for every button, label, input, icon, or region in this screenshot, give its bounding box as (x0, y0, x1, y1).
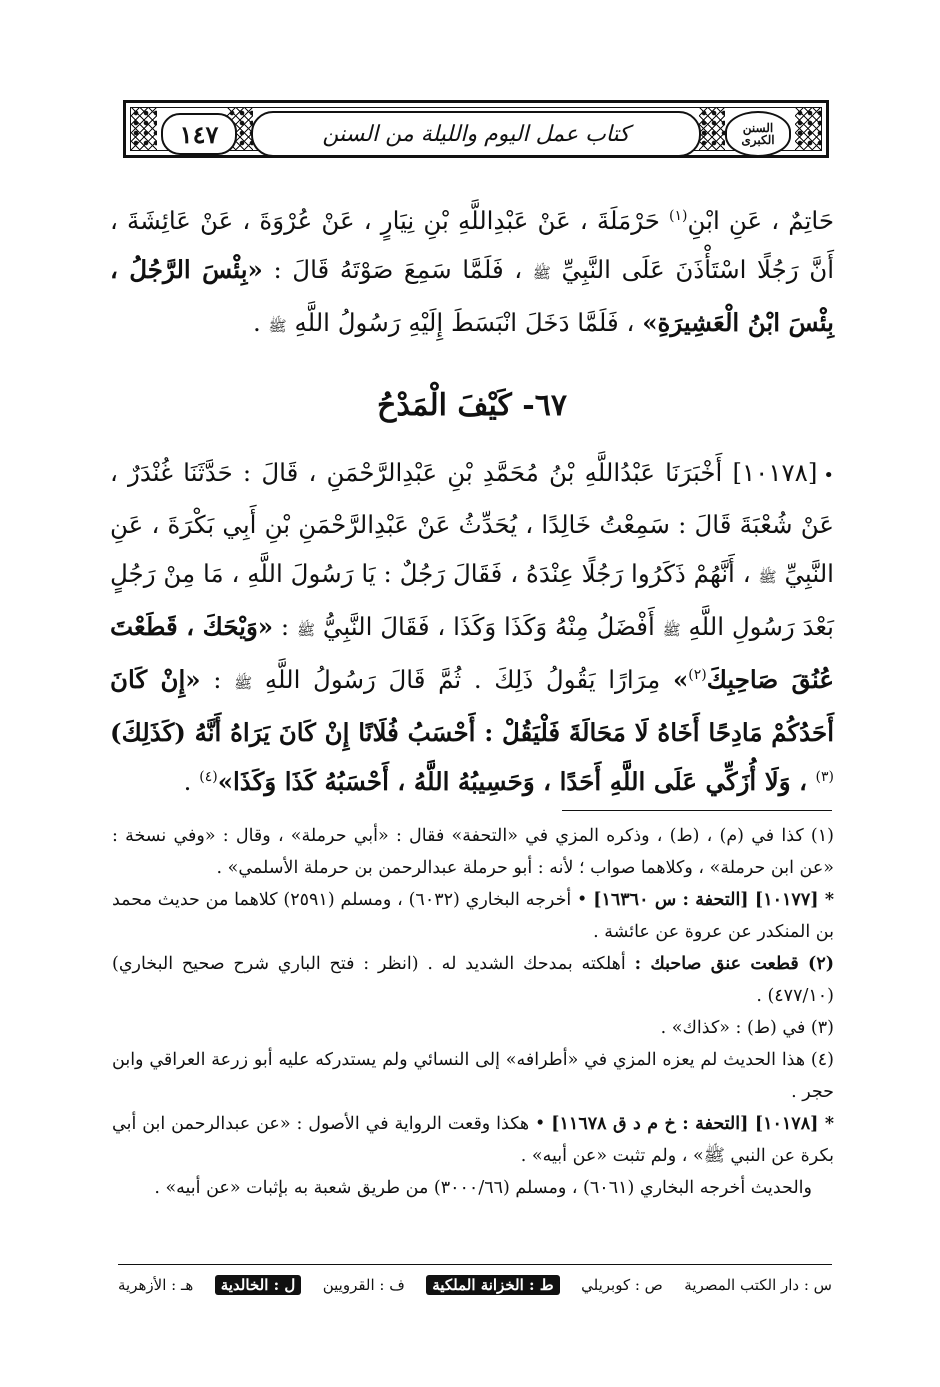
text-run: ، فَلَمَّا سَمِعَ صَوْتَهُ قَالَ : (262, 255, 533, 284)
legend-sin: س : دار الكتب المصرية (684, 1276, 832, 1294)
pbuh-glyph: ﷺ (234, 674, 253, 692)
footnote-ref: (٢) (688, 666, 707, 683)
hadith-quote: ، وَلَا أُزَكِّي عَلَى اللَّهِ أَحَدًا ، وَحَسِيبُهُ اللَّهُ ، أَحْسَبُهُ كَذَا وَكَذَا» (217, 767, 816, 796)
legend-lam: ل : الخالدية (215, 1275, 302, 1295)
text-run: . (183, 767, 200, 796)
legend-fa: ف : القرويين (322, 1276, 405, 1294)
footnote-divider (562, 810, 832, 811)
gloss-term: (٢) قطعت عنق صاحبك : (634, 954, 834, 974)
footnote-ref: (٣) (815, 768, 834, 785)
page-number: ١٤٧ (161, 113, 237, 155)
ornament-right (795, 108, 821, 150)
banner-frame (130, 107, 822, 151)
text-run: [١٠١٧٨] أَخْبَرَنَا عَبْدُاللَّهِ بْنُ مُحَمَّدِ بْنِ عَبْدِالرَّحْمَنِ ، قَالَ : حَدَّثَنَا غُنْدَرٌ ، عَنْ شُعْبَةَ قَالَ : سَمِعْتُ خَالِدًا ، يُحَدِّثُ عَنْ عَبْدِالرَّحْمَنِ بْنِ أَبِي بَكْرَةَ ، عَنِ النَّبِيِّ (110, 458, 834, 588)
footnote-2 (112, 948, 834, 1012)
text-run: . (252, 308, 269, 337)
book-title: كتاب عمل اليوم والليلة من السنن (251, 111, 701, 157)
footnote-1: (١) كذا في (م) ، (ط) ، وذكره المزي في «التحفة» فقال : «أبي حرملة» ، وقال : «وفي نسخة : «عن ابن حرملة» ، وكلاهما صواب ؛ لأنه : أبو حرملة عبدالرحمن بن حرملة الأسلمي» . (112, 826, 834, 878)
ornament-left (131, 108, 157, 150)
hadith-quote: «بِئْسَ الرَّجُلُ ، بِئْسَ ابْنُ الْعَشِيرَةِ» (110, 255, 834, 337)
manuscript-legend (118, 1270, 832, 1300)
gloss-text: أهلكته بمدحك الشديد له . (انظر : فتح الباري شرح صحيح البخاري) (٤٧٧/١٠) . (112, 954, 834, 1006)
text-run: : (200, 665, 235, 694)
book-seal: السنن الكبرى (725, 111, 791, 157)
footnote-ref: (٤) (199, 768, 218, 785)
text-run: مِرَارًا يَقُولُ ذَلِكَ . ثُمَّ قَالَ رَسُولُ اللَّهِ (264, 665, 673, 694)
hadith-paragraph (110, 448, 834, 808)
legend-sad: ص : كوبريلي (581, 1276, 663, 1294)
pbuh-glyph: ﷺ (662, 621, 681, 639)
text-run: ، فَلَمَّا دَخَلَ انْبَسَطَ إِلَيْهِ رَسُولُ اللَّهِ (294, 308, 643, 337)
legend-ta: ط : الخزانة الملكية (426, 1275, 559, 1295)
source-ref: * [١٠١٧٧] [التحفة : س ١٦٣٦٠] (593, 890, 834, 910)
hadith-quote: «وَيْحَكَ ، قَطَعْتَ عُنُقَ صَاحِبِكَ (110, 612, 834, 694)
text-run: : (273, 612, 297, 641)
header-banner (123, 100, 829, 158)
pbuh-glyph: ﷺ (296, 621, 316, 639)
footnote-3: (٣) في (ط) : «كذاك» . (660, 1018, 834, 1038)
pbuh-glyph: ﷺ (532, 264, 551, 282)
paragraph-continuation (110, 196, 834, 346)
pbuh-glyph: ﷺ (758, 568, 777, 586)
text-run: ، أَنَّهُمْ ذَكَرُوا رَجُلًا عِنْدَهُ ، فَقَالَ رَجُلٌ : يَا رَسُولَ اللَّهِ ، مَا مِنْ رَجُلٍ بَعْدَ رَسُولِ اللَّهِ (110, 559, 834, 641)
hadith-quote-end: » (672, 665, 689, 694)
legend-ha: هـ : الأزهرية (118, 1276, 194, 1294)
pbuh-glyph: ﷺ (268, 317, 287, 335)
bullet-icon: • (823, 465, 834, 486)
text-run: حَاتِمٌ ، عَنِ ابْنِ (687, 206, 834, 235)
source-text: • هكذا وقعت الرواية في الأصول : «عن عبدالرحمن ابن أبي بكرة عن النبي ﷺ» ، ولم تثبت «عن أبيه» . (112, 1114, 834, 1166)
source-note-10177 (112, 884, 834, 948)
source-note-10178 (112, 1108, 834, 1172)
legend-divider (118, 1264, 832, 1265)
text-run: حَرْمَلَةَ ، عَنْ عَبْدِاللَّهِ بْنِ نِيَارٍ ، عَنْ عُرْوَةَ ، عَنْ عَائِشَةَ ، أَنَّ رَجُلًا اسْتَأْذَنَ عَلَى النَّبِيِّ (110, 206, 835, 284)
footnotes (112, 820, 834, 1204)
footnote-4: (٤) هذا الحديث لم يعزه المزي في «أطرافه» إلى النسائي ولم يستدركه عليه أبو زرعة العراقي وابن حجر . (112, 1050, 834, 1102)
text-run: أَفْضَلُ مِنْهُ وَكَذَا وَكَذَا ، فَقَالَ النَّبِيُّ (322, 612, 663, 641)
section-heading: ٦٧- كَيْفَ الْمَدْحُ (377, 388, 567, 423)
hadith-quote: «إِنْ كَانَ أَحَدُكُمْ مَادِحًا أَخَاهُ لَا مَحَالَةَ فَلْيَقُلْ : أَحْسَبُ فُلَانًا إِنْ كَانَ يَرَاهُ أَنَّهُ (كَذَلِكَ) (110, 665, 834, 747)
footnote-ref: (١) (669, 207, 688, 224)
source-text: • أخرجه البخاري (٦٠٣٢) ، ومسلم (٢٥٩١) كلاهما من حديث محمد بن المنكدر عن عروة عن عائشة . (112, 890, 834, 942)
ornament-right-inner (699, 108, 725, 150)
source-ref: * [١٠١٧٨] [التحفة : خ م د ق ١١٦٧٨] (551, 1114, 834, 1134)
source-note-continued: والحديث أخرجه البخاري (٦٠٦١) ، ومسلم (٣٠٠٠/٦٦) من طريق شعبة به بإثبات «عن أبيه» . (154, 1178, 812, 1198)
